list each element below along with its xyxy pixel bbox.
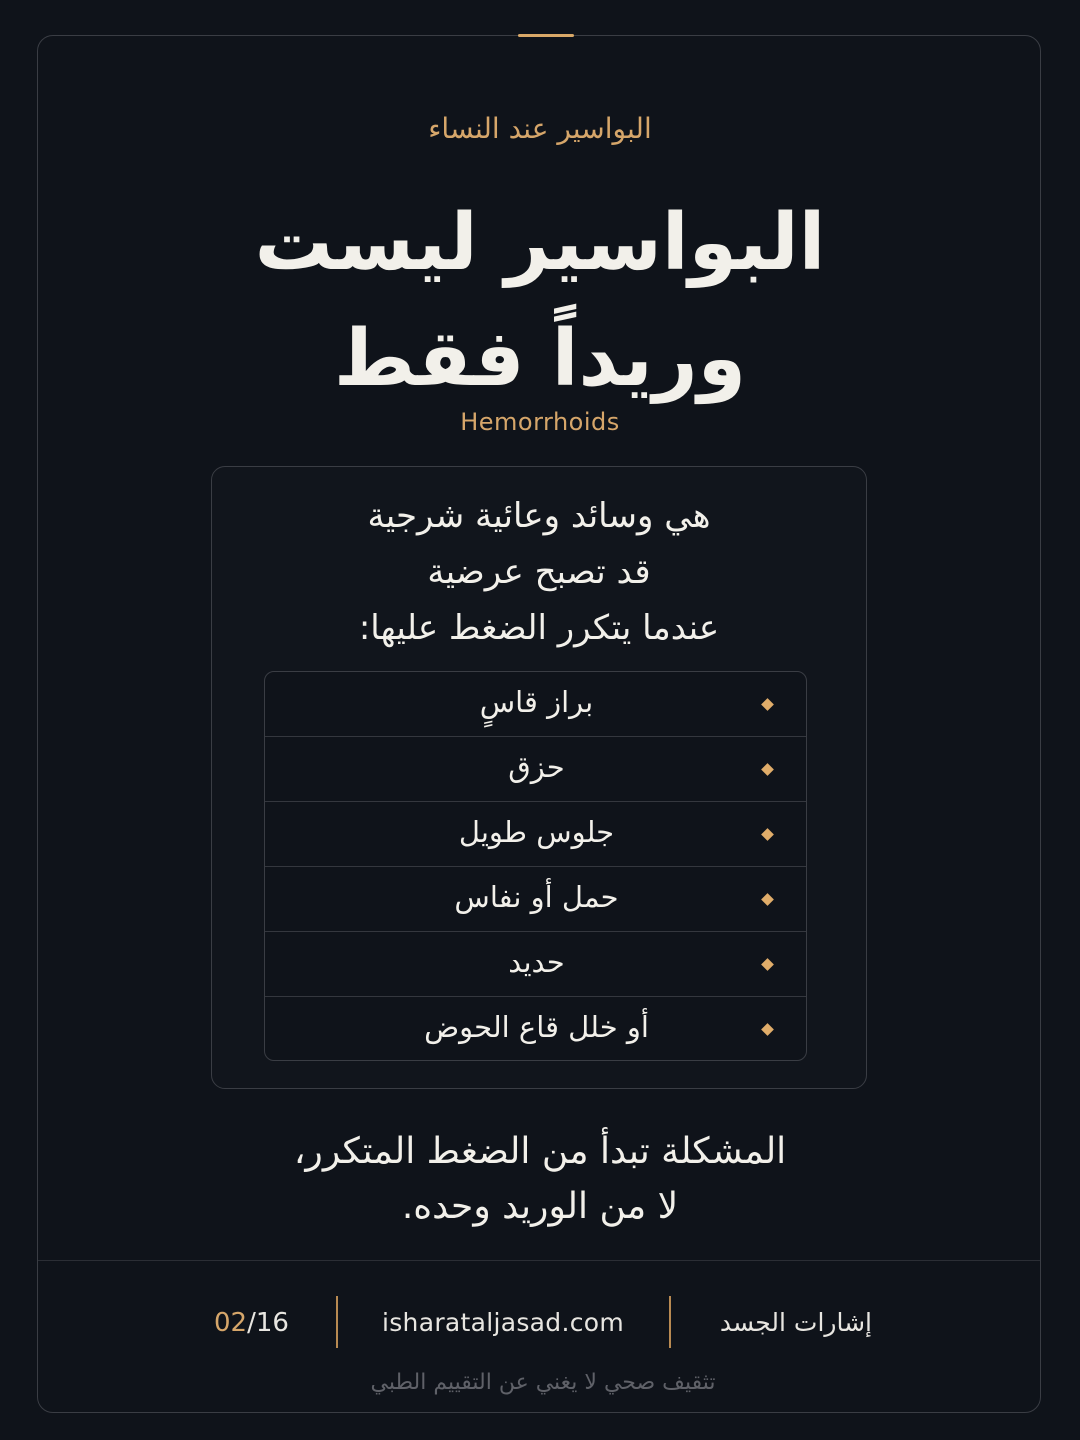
- title-line-1: البواسير ليست: [254, 198, 826, 288]
- title-line-2: وريداً فقط: [333, 314, 747, 404]
- list-item-label: جلوس طويل: [458, 815, 615, 849]
- list-item: [265, 997, 806, 1061]
- conclusion-line-2: لا من الوريد وحده.: [401, 1186, 679, 1227]
- page-current: 02: [214, 1308, 248, 1338]
- footer-brand: إشارات الجسد: [719, 1308, 872, 1337]
- list-item: [265, 867, 806, 932]
- footer-divider: [38, 1260, 1040, 1261]
- conclusion-text: [0, 1124, 1080, 1234]
- list-item-label: حديد: [508, 945, 565, 979]
- intro-line-2: قد تصبح عرضية: [427, 552, 651, 592]
- disclaimer-text: تثقيف صحي لا يغني عن التقييم الطبي: [370, 1370, 716, 1395]
- page-total: /16: [247, 1308, 289, 1338]
- list-item-label: حمل أو نفاس: [454, 880, 619, 914]
- list-item: [265, 932, 806, 997]
- footer-separator: [336, 1296, 338, 1348]
- card-intro: [211, 488, 867, 656]
- list-item: [265, 672, 806, 737]
- page-title: [0, 185, 1080, 417]
- english-subtitle: Hemorrhoids: [460, 408, 620, 436]
- list-item-label: حزق: [508, 750, 565, 784]
- intro-line-3: عندما يتكرر الضغط عليها:: [358, 608, 720, 648]
- top-accent-line: [518, 34, 574, 37]
- footer-website-link[interactable]: isharataljasad.com: [381, 1308, 625, 1337]
- list-item-label: أو خلل قاع الحوض: [424, 1010, 649, 1044]
- page-counter: [214, 1308, 289, 1338]
- list-item: [265, 802, 806, 867]
- kicker-label: البواسير عند النساء: [428, 112, 652, 145]
- conclusion-line-1: المشكلة تبدأ من الضغط المتكرر،: [293, 1131, 787, 1172]
- footer-separator: [669, 1296, 671, 1348]
- intro-line-1: هي وسائد وعائية شرجية: [367, 496, 711, 536]
- list-item: [265, 737, 806, 802]
- causes-list: [264, 671, 807, 1061]
- list-item-label: براز قاسٍ: [479, 685, 594, 719]
